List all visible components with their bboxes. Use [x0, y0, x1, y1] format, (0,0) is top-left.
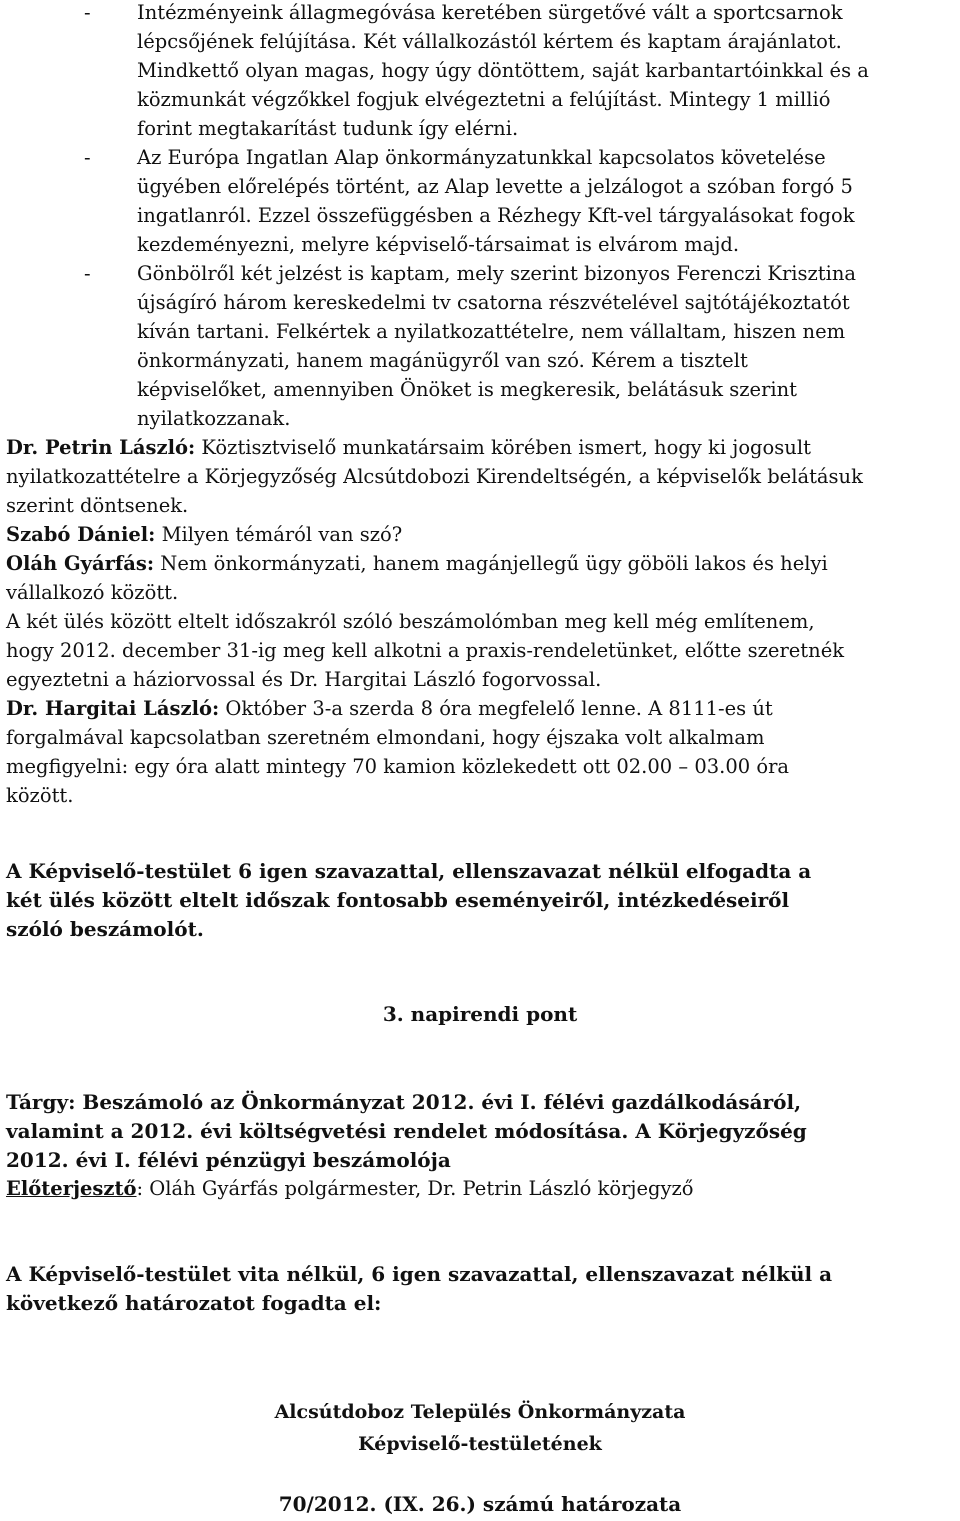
- municipality-name: Alcsútdoboz Település Önkormányzata: [274, 1401, 686, 1423]
- statement-text: vállalkozó között.: [6, 581, 179, 604]
- bullet-line: kíván tartani. Felkértek a nyilatkozattételre, nem vállaltam, hiszen nem: [137, 320, 846, 343]
- speaker-name: Szabó Dániel:: [6, 523, 156, 546]
- bullet-line: nyilatkozzanak.: [137, 407, 291, 430]
- resolution-text: A Képviselő-testület 6 igen szavazattal, ellenszavazat nélkül elfogadta a: [6, 859, 812, 883]
- resolution-text: A Képviselő-testület vita nélkül, 6 igen szavazattal, ellenszavazat nélkül a: [6, 1262, 833, 1286]
- statement-text: nyilatkozattételre a Körjegyzőség Alcsútdobozi Kirendeltségén, a képviselők belátásuk: [6, 465, 863, 488]
- statement-text: Október 3-a szerda 8 óra megfelelő lenne. A 8111-es út: [219, 697, 773, 720]
- bullet-line: közmunkát végzőkkel fogjuk elvégeztetni a felújítást. Mintegy 1 millió: [137, 88, 831, 111]
- bullet-line: ügyében előrelépés történt, az Alap levette a jelzálogot a szóban forgó 5: [137, 175, 853, 198]
- bullet-line: újságíró három kereskedelmi tv csatorna részvételével sajtótájékoztatót: [137, 291, 850, 314]
- bullet-line: Az Európa Ingatlan Alap önkormányzatunkkal kapcsolatos követelése: [137, 146, 826, 169]
- bullet-line: ingatlanról. Ezzel összefüggésben a Rézhegy Kft-vel tárgyalásokat fogok: [137, 204, 855, 227]
- speaker-name: Dr. Petrin László:: [6, 436, 196, 459]
- resolution-text: szóló beszámolót.: [6, 917, 204, 941]
- bullet-line: önkormányzati, hanem magánügyről van szó. Kérem a tisztelt: [137, 349, 748, 372]
- bullet-line: Mindkettő olyan magas, hogy úgy döntöttem, saját karbantartóinkkal és a: [137, 59, 869, 82]
- speaker-name: Dr. Hargitai László:: [6, 697, 220, 720]
- bullet-dash: -: [84, 1, 91, 24]
- agenda-item-title: 3. napirendi pont: [382, 1002, 578, 1026]
- subject-text: 2012. évi I. félévi pénzügyi beszámolója: [6, 1148, 451, 1172]
- bullet-line: Intézményeink állagmegóvása keretében sürgetővé vált a sportcsarnok: [137, 1, 843, 24]
- statement-text: szerint döntsenek.: [6, 494, 189, 517]
- statement-text: A két ülés között eltelt időszakról szóló beszámolómban meg kell még említenem,: [6, 610, 815, 633]
- bullet-line: Gönbölről két jelzést is kaptam, mely szerint bizonyos Ferenczi Krisztina: [137, 262, 857, 285]
- bullet-line: képviselőket, amennyiben Önöket is megkeresik, belátásuk szerint: [137, 378, 798, 401]
- bullet-line: kezdeményezni, melyre képviselő-társaimat is elvárom majd.: [137, 233, 740, 256]
- decree-number: 70/2012. (IX. 26.) számú határozata: [278, 1492, 682, 1516]
- subject-text: valamint a 2012. évi költségvetési rendelet módosítása. A Körjegyzőség: [6, 1119, 807, 1143]
- speaker-name: Oláh Gyárfás:: [6, 552, 155, 575]
- presenter-text: : Oláh Gyárfás polgármester, Dr. Petrin László körjegyző: [136, 1177, 694, 1200]
- statement-text: Köztisztviselő munkatársaim körében ismert, hogy ki jogosult: [195, 436, 811, 459]
- statement-text: forgalmával kapcsolatban szeretném elmondani, hogy éjszaka volt alkalmam: [6, 726, 765, 749]
- statement-text: egyeztetni a háziorvossal és Dr. Hargitai László fogorvossal.: [6, 668, 602, 691]
- subject-text: Tárgy: Beszámoló az Önkormányzat 2012. évi I. félévi gazdálkodásáról,: [6, 1090, 802, 1114]
- statement-text: hogy 2012. december 31-ig meg kell alkotni a praxis-rendeletünket, előtte szeretnék: [6, 639, 845, 662]
- bullet-line: lépcsőjének felújítása. Két vállalkozástól kértem és kaptam árajánlatot.: [137, 30, 842, 53]
- resolution-text: két ülés között eltelt időszak fontosabb eseményeiről, intézkedéseiről: [6, 888, 790, 912]
- statement-text: Nem önkormányzati, hanem magánjellegű ügy göböli lakos és helyi: [154, 552, 828, 575]
- statement-text: között.: [6, 784, 74, 807]
- resolution-text: következő határozatot fogadta el:: [6, 1291, 382, 1315]
- bullet-dash: -: [84, 146, 91, 169]
- statement-text: Milyen témáról van szó?: [155, 523, 403, 546]
- bullet-dash: -: [84, 262, 91, 285]
- presenter-label: Előterjesztő: [6, 1177, 137, 1200]
- bullet-line: forint megtakarítást tudunk így elérni.: [137, 117, 519, 140]
- statement-text: megfigyelni: egy óra alatt mintegy 70 kamion közlekedett ott 02.00 – 03.00 óra: [6, 755, 790, 778]
- municipality-body: Képviselő-testületének: [358, 1433, 602, 1455]
